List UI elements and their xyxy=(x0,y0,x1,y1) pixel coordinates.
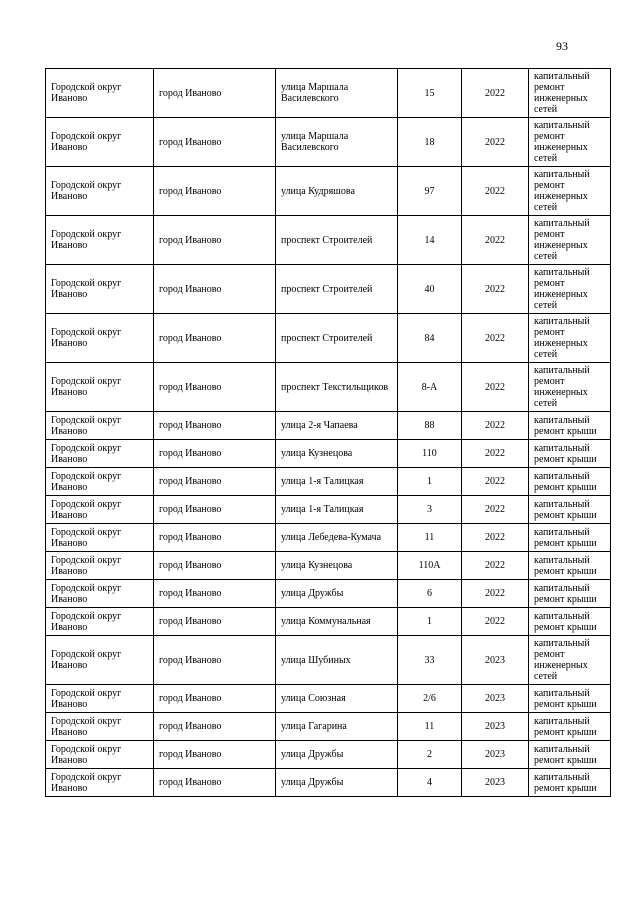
table-row xyxy=(46,713,611,741)
table-row xyxy=(46,314,611,363)
year-cell: 2022 xyxy=(462,412,529,440)
settlement-cell: город Иваново xyxy=(154,118,276,167)
settlement-cell: город Иваново xyxy=(154,412,276,440)
municipality-cell: Городской округ Иваново xyxy=(46,741,154,769)
house-number-cell: 18 xyxy=(398,118,462,167)
house-number-cell: 2 xyxy=(398,741,462,769)
table-row xyxy=(46,496,611,524)
table-row xyxy=(46,216,611,265)
house-number-cell: 110 xyxy=(398,440,462,468)
street-cell: улица Шубиных xyxy=(276,636,398,685)
table-row xyxy=(46,685,611,713)
year-cell: 2022 xyxy=(462,216,529,265)
street-cell: улица Кудряшова xyxy=(276,167,398,216)
table-row xyxy=(46,412,611,440)
municipality-cell: Городской округ Иваново xyxy=(46,216,154,265)
work-type-cell: капитальный ремонт инженерных сетей xyxy=(529,167,611,216)
settlement-cell: город Иваново xyxy=(154,363,276,412)
street-cell: улица Гагарина xyxy=(276,713,398,741)
house-number-cell: 33 xyxy=(398,636,462,685)
year-cell: 2023 xyxy=(462,741,529,769)
work-type-cell: капитальный ремонт крыши xyxy=(529,769,611,797)
street-cell: улица Дружбы xyxy=(276,769,398,797)
street-cell: проспект Строителей xyxy=(276,216,398,265)
table-row xyxy=(46,580,611,608)
year-cell: 2022 xyxy=(462,468,529,496)
year-cell: 2023 xyxy=(462,685,529,713)
settlement-cell: город Иваново xyxy=(154,496,276,524)
page-number: 93 xyxy=(556,39,568,53)
municipality-cell: Городской округ Иваново xyxy=(46,412,154,440)
year-cell: 2022 xyxy=(462,608,529,636)
table-row xyxy=(46,265,611,314)
year-cell: 2023 xyxy=(462,769,529,797)
repair-program-table xyxy=(45,68,611,797)
municipality-cell: Городской округ Иваново xyxy=(46,440,154,468)
settlement-cell: город Иваново xyxy=(154,440,276,468)
street-cell: улица 1-я Талицкая xyxy=(276,468,398,496)
street-cell: улица Кузнецова xyxy=(276,440,398,468)
work-type-cell: капитальный ремонт крыши xyxy=(529,440,611,468)
street-cell: улица Кузнецова xyxy=(276,552,398,580)
house-number-cell: 11 xyxy=(398,713,462,741)
street-cell: улица Союзная xyxy=(276,685,398,713)
work-type-cell: капитальный ремонт инженерных сетей xyxy=(529,636,611,685)
settlement-cell: город Иваново xyxy=(154,468,276,496)
settlement-cell: город Иваново xyxy=(154,265,276,314)
work-type-cell: капитальный ремонт крыши xyxy=(529,552,611,580)
settlement-cell: город Иваново xyxy=(154,524,276,552)
municipality-cell: Городской округ Иваново xyxy=(46,496,154,524)
table-row xyxy=(46,524,611,552)
year-cell: 2022 xyxy=(462,167,529,216)
municipality-cell: Городской округ Иваново xyxy=(46,608,154,636)
year-cell: 2022 xyxy=(462,118,529,167)
house-number-cell: 4 xyxy=(398,769,462,797)
settlement-cell: город Иваново xyxy=(154,69,276,118)
year-cell: 2022 xyxy=(462,524,529,552)
municipality-cell: Городской округ Иваново xyxy=(46,636,154,685)
municipality-cell: Городской округ Иваново xyxy=(46,118,154,167)
municipality-cell: Городской округ Иваново xyxy=(46,685,154,713)
table-row xyxy=(46,608,611,636)
municipality-cell: Городской округ Иваново xyxy=(46,69,154,118)
work-type-cell: капитальный ремонт крыши xyxy=(529,713,611,741)
street-cell: улица Лебедева-Кумача xyxy=(276,524,398,552)
year-cell: 2022 xyxy=(462,314,529,363)
table-row xyxy=(46,118,611,167)
municipality-cell: Городской округ Иваново xyxy=(46,363,154,412)
work-type-cell: капитальный ремонт инженерных сетей xyxy=(529,216,611,265)
table-row xyxy=(46,167,611,216)
work-type-cell: капитальный ремонт инженерных сетей xyxy=(529,314,611,363)
street-cell: проспект Строителей xyxy=(276,265,398,314)
work-type-cell: капитальный ремонт крыши xyxy=(529,468,611,496)
year-cell: 2022 xyxy=(462,580,529,608)
street-cell: улица Дружбы xyxy=(276,741,398,769)
work-type-cell: капитальный ремонт инженерных сетей xyxy=(529,118,611,167)
work-type-cell: капитальный ремонт крыши xyxy=(529,580,611,608)
settlement-cell: город Иваново xyxy=(154,685,276,713)
table-row xyxy=(46,636,611,685)
house-number-cell: 15 xyxy=(398,69,462,118)
settlement-cell: город Иваново xyxy=(154,314,276,363)
table-row xyxy=(46,769,611,797)
house-number-cell: 1 xyxy=(398,468,462,496)
year-cell: 2022 xyxy=(462,69,529,118)
table-body xyxy=(46,69,611,797)
house-number-cell: 2/6 xyxy=(398,685,462,713)
table-row xyxy=(46,440,611,468)
settlement-cell: город Иваново xyxy=(154,167,276,216)
municipality-cell: Городской округ Иваново xyxy=(46,769,154,797)
work-type-cell: капитальный ремонт инженерных сетей xyxy=(529,69,611,118)
street-cell: улица 2-я Чапаева xyxy=(276,412,398,440)
house-number-cell: 14 xyxy=(398,216,462,265)
year-cell: 2022 xyxy=(462,265,529,314)
year-cell: 2022 xyxy=(462,552,529,580)
year-cell: 2022 xyxy=(462,363,529,412)
year-cell: 2023 xyxy=(462,636,529,685)
municipality-cell: Городской округ Иваново xyxy=(46,552,154,580)
settlement-cell: город Иваново xyxy=(154,636,276,685)
house-number-cell: 8-А xyxy=(398,363,462,412)
street-cell: улица Дружбы xyxy=(276,580,398,608)
work-type-cell: капитальный ремонт крыши xyxy=(529,685,611,713)
settlement-cell: город Иваново xyxy=(154,713,276,741)
table-row xyxy=(46,741,611,769)
municipality-cell: Городской округ Иваново xyxy=(46,524,154,552)
year-cell: 2023 xyxy=(462,713,529,741)
settlement-cell: город Иваново xyxy=(154,741,276,769)
municipality-cell: Городской округ Иваново xyxy=(46,314,154,363)
settlement-cell: город Иваново xyxy=(154,216,276,265)
table-row xyxy=(46,552,611,580)
municipality-cell: Городской округ Иваново xyxy=(46,265,154,314)
house-number-cell: 97 xyxy=(398,167,462,216)
year-cell: 2022 xyxy=(462,496,529,524)
municipality-cell: Городской округ Иваново xyxy=(46,580,154,608)
table-row xyxy=(46,69,611,118)
settlement-cell: город Иваново xyxy=(154,769,276,797)
settlement-cell: город Иваново xyxy=(154,608,276,636)
street-cell: улица 1-я Талицкая xyxy=(276,496,398,524)
street-cell: улица Маршала Василевского xyxy=(276,118,398,167)
table-row xyxy=(46,363,611,412)
house-number-cell: 3 xyxy=(398,496,462,524)
work-type-cell: капитальный ремонт крыши xyxy=(529,496,611,524)
table-row xyxy=(46,468,611,496)
house-number-cell: 110А xyxy=(398,552,462,580)
house-number-cell: 6 xyxy=(398,580,462,608)
work-type-cell: капитальный ремонт крыши xyxy=(529,412,611,440)
house-number-cell: 84 xyxy=(398,314,462,363)
municipality-cell: Городской округ Иваново xyxy=(46,713,154,741)
street-cell: улица Маршала Василевского xyxy=(276,69,398,118)
work-type-cell: капитальный ремонт инженерных сетей xyxy=(529,265,611,314)
municipality-cell: Городской округ Иваново xyxy=(46,468,154,496)
house-number-cell: 40 xyxy=(398,265,462,314)
work-type-cell: капитальный ремонт крыши xyxy=(529,741,611,769)
house-number-cell: 88 xyxy=(398,412,462,440)
municipality-cell: Городской округ Иваново xyxy=(46,167,154,216)
work-type-cell: капитальный ремонт крыши xyxy=(529,608,611,636)
street-cell: улица Коммунальная xyxy=(276,608,398,636)
work-type-cell: капитальный ремонт инженерных сетей xyxy=(529,363,611,412)
street-cell: проспект Строителей xyxy=(276,314,398,363)
house-number-cell: 1 xyxy=(398,608,462,636)
work-type-cell: капитальный ремонт крыши xyxy=(529,524,611,552)
settlement-cell: город Иваново xyxy=(154,552,276,580)
street-cell: проспект Текстильщиков xyxy=(276,363,398,412)
house-number-cell: 11 xyxy=(398,524,462,552)
year-cell: 2022 xyxy=(462,440,529,468)
settlement-cell: город Иваново xyxy=(154,580,276,608)
